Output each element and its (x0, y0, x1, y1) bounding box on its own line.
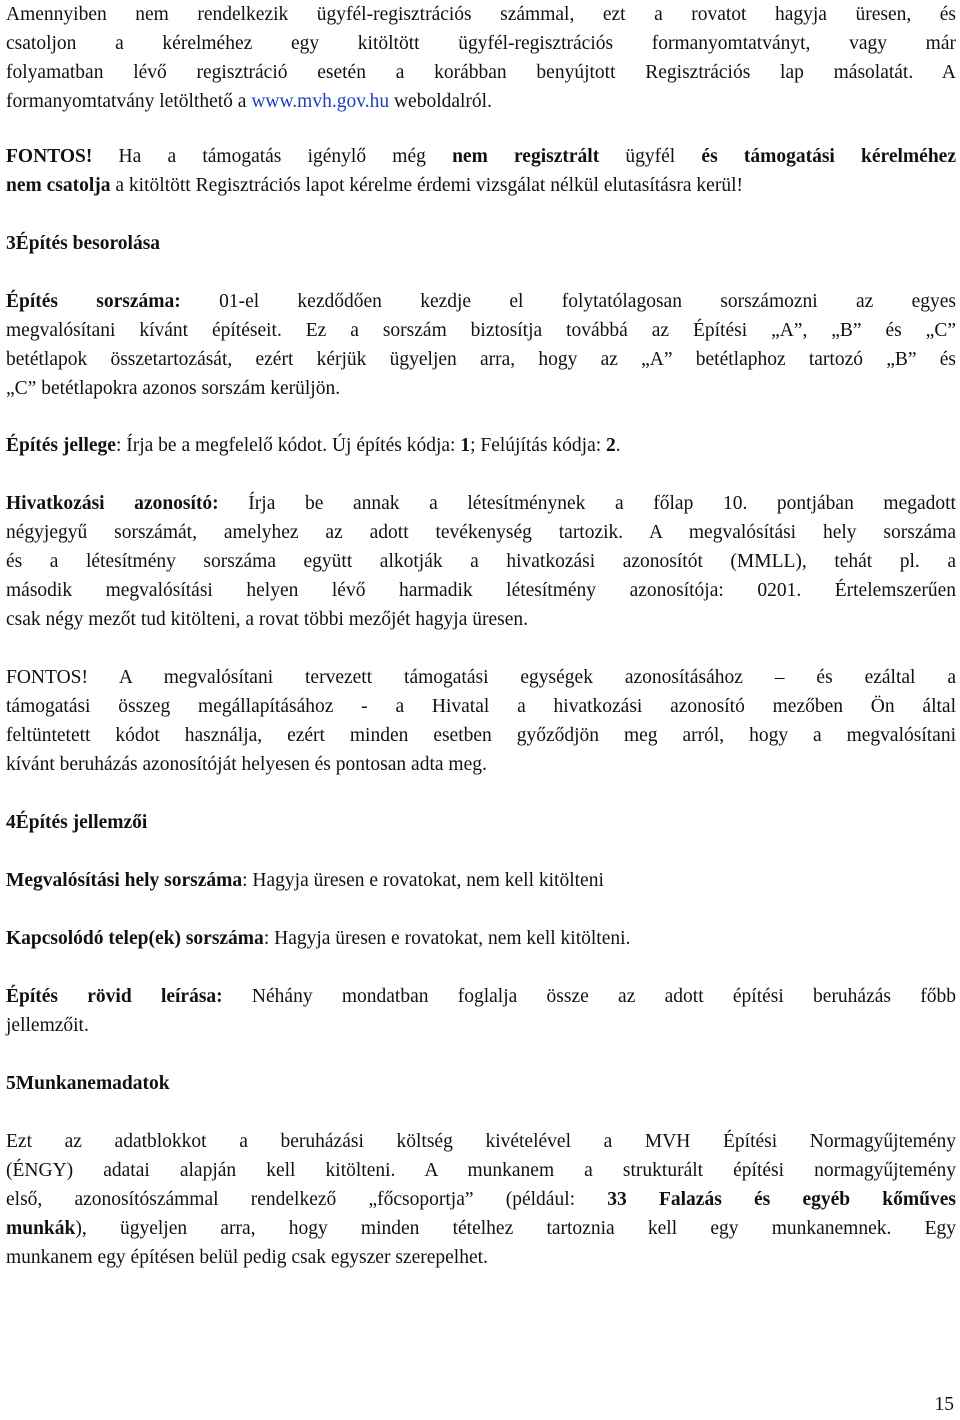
construction-number-label: Építés sorszáma: (6, 291, 181, 312)
construction-type-paragraph: Építés jellege: Írja be a megfelelő kódot. Új építés kódja: 1; Felújítás kódja: 2. (6, 435, 621, 456)
intro-paragraph (6, 0, 956, 116)
construction-number-paragraph: Építés sorszáma: 01-el kezdődően kezdje el folytatólagosan sorszámozni az egyes megvalósítani kívánt építéseit. Ez a sorszám biztosítja továbbá az Építési „A”, „B” és „C” betétlapok összetartozását, ezért kérjük ügyeljen arra, hogy az „A” betétlaphoz tartozó „B” és „C” betétlapokra azonos sorszám kerüljön. (6, 291, 957, 399)
important-notice-registration: FONTOS! Ha a támogatás igénylő még nem regisztrált ügyfél és támogatási kérelméhez nem csatolja a kitöltött Regisztrációs lapot kérelme érdemi vizsgálat nélkül elutasításra kerül! (6, 146, 956, 196)
short-description-paragraph: Építés rövid leírása: Néhány mondatban foglalja össze az adott építési beruházás főbb jellemzőit. (6, 986, 956, 1036)
fontos-label: FONTOS! (6, 146, 93, 167)
page-number: 15 (934, 1394, 954, 1415)
site-number-paragraph: Megvalósítási hely sorszáma: Hagyja üresen e rovatokat, nem kell kitölteni (6, 870, 604, 891)
section-4-heading: 4Építés jellemzői (6, 812, 148, 833)
intro-line: Amennyiben nem rendelkezik ügyfél-regisztrációs számmal, ezt a rovatot hagyja üresen, és (6, 4, 956, 25)
site-number-label: Megvalósítási hely sorszáma (6, 870, 243, 891)
mvh-website-link[interactable]: www.mvh.gov.hu (251, 91, 390, 112)
intro-line: csatoljon a kérelméhez egy kitöltött ügyfél-regisztrációs formanyomtatványt, vagy már (6, 33, 956, 54)
construction-type-label: Építés jellege (6, 435, 116, 456)
work-type-paragraph: Ezt az adatblokkot a beruházási költség kivételével a MVH Építési Normagyűjtemény (ÉNGY) adatai alapján kell kitölteni. A munkanem a strukturált építési normagyűjtemény első, azonosítószámmal rendelkező „főcsoportja” (például: 33 Falazás és egyéb kőműves munkák), ügyeljen arra, hogy minden tételhez tartoznia kell egy munkanemnek. Egy munkanem egy építésen belül pedig csak egyszer szerepelhet. (6, 1131, 956, 1268)
related-site-label: Kapcsolódó telep(ek) sorszáma (6, 928, 264, 949)
important-notice-reference: FONTOS! A megvalósítani tervezett támogatási egységek azonosításához – és ezáltal a támogatási összeg megállapításához - a Hivatal a hivatkozási azonosító mezőben Ön által feltüntetett kódot használja, ezért minden esetben győződjön meg arról, hogy a megvalósítani kívánt beruházás azonosítóját helyesen és pontosan adta meg. (6, 667, 956, 775)
reference-id-label: Hivatkozási azonosító: (6, 493, 219, 514)
short-description-label: Építés rövid leírása: (6, 986, 223, 1007)
related-site-paragraph: Kapcsolódó telep(ek) sorszáma: Hagyja üresen e rovatokat, nem kell kitölteni. (6, 928, 631, 949)
section-5-heading: 5Munkanemadatok (6, 1073, 170, 1094)
section-3-heading: 3Építés besorolása (6, 233, 161, 254)
intro-line: folyamatban lévő regisztráció esetén a korábban benyújtott Regisztrációs lap másolatát. A (6, 62, 956, 83)
fontos-label: FONTOS! (6, 667, 88, 688)
intro-line: formanyomtatvány letölthető a www.mvh.gov.hu weboldalról. (6, 91, 492, 112)
reference-id-paragraph: Hivatkozási azonosító: Írja be annak a létesítménynek a főlap 10. pontjában megadott négyjegyű sorszámát, amelyhez az adott tevékenység tartozik. A megvalósítási hely sorszáma és a létesítmény sorszáma együtt alkotják a hivatkozási azonosítót (MMLL), tehát pl. a második megvalósítási helyen lévő harmadik létesítmény azonosítója: 0201. Értelemszerűen csak négy mezőt tud kitölteni, a rovat többi mezőjét hagyja üresen. (6, 493, 956, 630)
